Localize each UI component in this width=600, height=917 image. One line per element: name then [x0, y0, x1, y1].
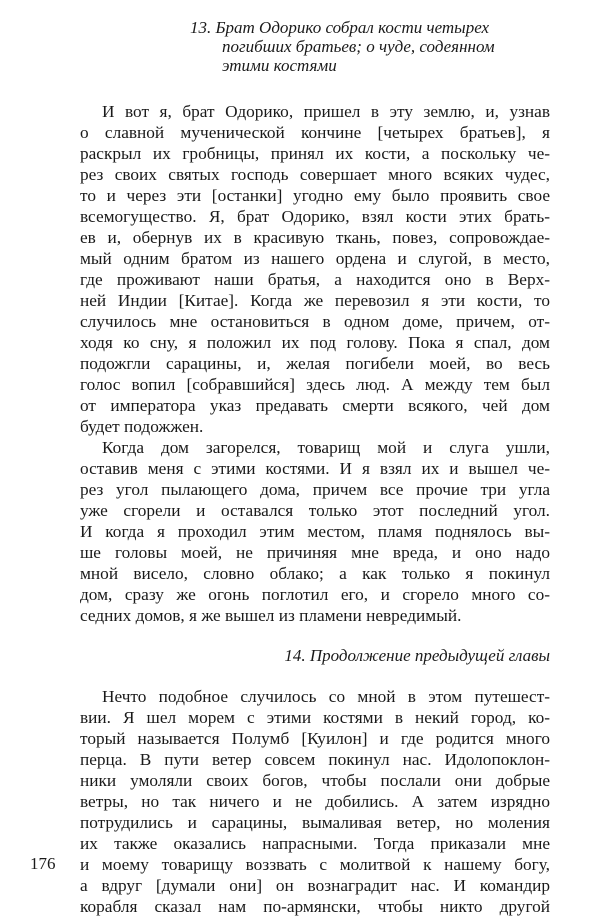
text-line: ней Индии [Китае]. Когда же перевозил я эти кости, то	[80, 291, 550, 310]
text-line: И когда я проходил этим местом, пламя поднялось вы-	[80, 522, 550, 541]
text-line: о славной мученической кончине [четырех братьев], я	[80, 123, 550, 142]
text-line: случилось мне остановиться в одном доме, причем, от-	[80, 312, 550, 331]
text-line: всемогущество. Я, брат Одорико, взял кости этих брать-	[80, 207, 550, 226]
text-line: ев и, обернув их в красивую ткань, повез, сопровождае-	[80, 228, 550, 247]
section-13-body	[80, 101, 550, 626]
text-line: подожгли сарацины, и, желая погибели моей, во весь	[80, 354, 550, 373]
text-line: ники умоляли своих богов, чтобы послали они добрые	[80, 771, 550, 790]
text-line: голос вопил [собравшийся] здесь люд. А между тем был	[80, 375, 550, 394]
text-line: ше головы моей, не причиняя мне вреда, и оно надо	[80, 543, 550, 562]
text-line: потрудились и сарацины, вымаливая ветер, но моления	[80, 813, 550, 832]
paragraph	[80, 101, 550, 437]
text-line: рез угол пылающего дома, причем все прочие три угла	[80, 480, 550, 499]
text-line: мной висело, словно облако; а как только я покинул	[80, 564, 550, 583]
text-line: ветры, но так ничего и не добились. А затем изрядно	[80, 792, 550, 811]
section-13-title-line-2: погибших братьев; о чуде, содеянном	[222, 37, 495, 56]
text-line: корабля сказал нам по-армянски, чтобы никто другой	[80, 897, 550, 916]
text-line: седних домов, я же вышел из пламени невредимый.	[80, 606, 462, 625]
section-14-title: 14. Продолжение предыдущей главы	[284, 646, 550, 665]
text-line: дом, сразу же огонь поглотил его, и сгорело много со-	[80, 585, 550, 604]
text-line: а вдруг [думали они] он вознаградит нас. И командир	[80, 876, 550, 895]
section-13-heading	[80, 18, 550, 75]
section-13-title-line-3: этими костями	[222, 56, 337, 75]
text-line: ходя ко сну, я положил их под голову. Пока я спал, дом	[80, 333, 550, 352]
section-13-title-line-1: 13. Брат Одорико собрал кости четырех	[190, 18, 490, 37]
text-line: от императора указ предавать смерти всякого, чей дом	[80, 396, 550, 415]
page-number: 176	[30, 854, 56, 873]
paragraph	[80, 437, 550, 626]
text-line: раскрыл их гробницы, принял их кости, а поскольку че-	[80, 144, 550, 163]
text-line: вии. Я шел морем с этими костями в некий город, ко-	[80, 708, 550, 727]
text-line: Когда дом загорелся, товарищ мой и слуга ушли,	[102, 438, 550, 457]
text-line: оставив меня с этими костями. И я взял их и вышел че-	[80, 459, 550, 478]
text-line: перца. В пути ветер совсем покинул нас. Идолопоклон-	[80, 750, 550, 769]
text-line: рез своих святых господь совершает много всяких чудес,	[80, 165, 550, 184]
text-line: И вот я, брат Одорико, пришел в эту землю, и, узнав	[102, 102, 550, 121]
text-line: торый называется Полумб [Куилон] и где родится много	[80, 729, 550, 748]
text-line: то и через эти [останки] угодно ему было проявить свое	[80, 186, 550, 205]
text-line: где проживают наши братья, а находится оно в Верх-	[80, 270, 550, 289]
paragraph	[80, 686, 550, 917]
text-line: и моему товарищу воззвать с молитвой к нашему богу,	[80, 855, 550, 874]
text-line: мый одним братом из нашего ордена и слугой, в место,	[80, 249, 550, 268]
text-line: уже сгорели и оставался только этот последний угол.	[80, 501, 550, 520]
text-line: будет подожжен.	[80, 417, 204, 436]
text-line: их также оказались напрасными. Тогда приказали мне	[80, 834, 550, 853]
text-line: Нечто подобное случилось со мной в этом путешест-	[102, 687, 550, 706]
page-content	[80, 18, 550, 917]
section-14-body	[80, 686, 550, 917]
